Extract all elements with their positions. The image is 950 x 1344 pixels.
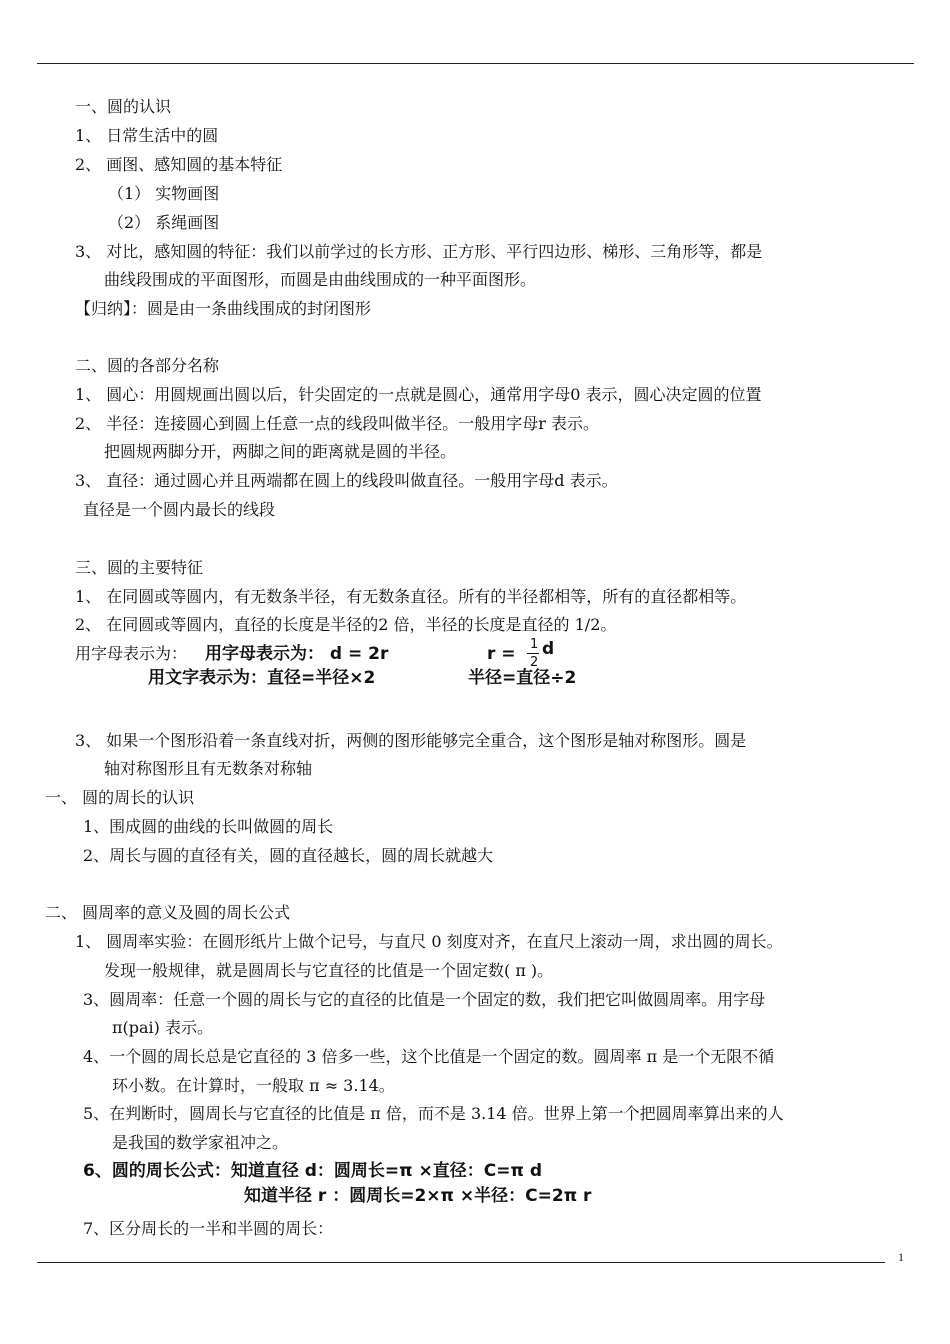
s5-item-4-line1: 4、一个圆的周长总是它直径的 3 倍多一些，这个比值是一个固定的数。圆周率 π 是一个无限不循 <box>83 1047 775 1066</box>
s4-item-2: 2、周长与圆的直径有关，圆的直径越长，圆的周长就越大 <box>83 846 494 865</box>
s1-item-2a: （1） 实物画图 <box>108 184 220 203</box>
s5-item-7: 7、区分周长的一半和半圆的周长： <box>83 1219 334 1238</box>
s3-letters-formula: 用字母表示为： d = 2r <box>205 644 389 664</box>
s1-item-1: 1、 日常生活中的圆 <box>75 126 219 145</box>
s5-item-6-line1: 6、圆的周长公式：知道直径 d：圆周长=π ×直径：C=π d <box>83 1161 543 1181</box>
s1-summary: 【归纳】：圆是由一条曲线围成的封闭图形 <box>75 299 372 318</box>
s3-fraction-bar <box>527 653 539 654</box>
s3-item-2: 2、 在同圆或等圆内，直径的长度是半径的2 倍，半径的长度是直径的 1/2。 <box>75 615 617 634</box>
s5-item-3-line1: 3、圆周率：任意一个圆的周长与它的直径的比值是一个固定的数，我们把它叫做圆周率。用字母 <box>83 990 766 1009</box>
s3-letters-label: 用字母表示为： <box>75 644 188 663</box>
s2-item-3: 3、 直径：通过圆心并且两端都在圆上的线段叫做直径。一般用字母d 表示。 <box>75 471 618 490</box>
s5-item-5-line2: 是我国的数学家祖冲之。 <box>112 1133 289 1152</box>
s5-item-6-line2: 知道半径 r ：圆周长=2×π ×半径：C=2π r <box>244 1186 592 1206</box>
section-3-title: 三、圆的主要特征 <box>75 558 204 577</box>
section-5-title: 二、 圆周率的意义及圆的周长公式 <box>45 903 291 922</box>
s3-fraction-numerator: 1 <box>530 637 539 652</box>
s1-item-2b: （2） 系绳画图 <box>108 213 220 232</box>
s2-item-3-note: 直径是一个圆内最长的线段 <box>83 500 276 519</box>
s5-item-3-line2: π(pai) 表示。 <box>112 1018 213 1037</box>
top-rule <box>37 63 914 64</box>
s3-item-3-line2: 轴对称图形且有无数条对称轴 <box>104 759 313 778</box>
s1-item-3-line1: 3、 对比，感知圆的特征：我们以前学过的长方形、正方形、平行四边形、梯形、三角形等，都是 <box>75 242 763 261</box>
s3-item-1: 1、 在同圆或等圆内，有无数条半径，有无数条直径。所有的半径都相等，所有的直径都相等。 <box>75 587 747 606</box>
s5-item-1-line1: 1、 圆周率实验：在圆形纸片上做个记号，与直尺 0 刻度对齐，在直尺上滚动一周，求出圆的周长。 <box>75 932 783 951</box>
s4-item-1: 1、围成圆的曲线的长叫做圆的周长 <box>83 817 334 836</box>
bottom-rule <box>37 1262 885 1263</box>
s5-item-5-line1: 5、在判断时，圆周长与它直径的比值是 π 倍，而不是 3.14 倍。世界上第一个把圆周率算出来的人 <box>83 1104 784 1123</box>
section-2-title: 二、圆的各部分名称 <box>75 356 220 375</box>
s3-words-formula-2: 半径=直径÷2 <box>468 668 577 688</box>
s2-item-2: 2、 半径：连接圆心到圆上任意一点的线段叫做半径。一般用字母r 表示。 <box>75 414 600 433</box>
s2-item-1: 1、 圆心：用圆规画出圆以后，针尖固定的一点就是圆心，通常用字母0 表示，圆心决定圆的位置 <box>75 385 762 404</box>
s5-item-4-line2: 环小数。在计算时，一般取 π ≈ 3.14。 <box>112 1076 395 1095</box>
section-1-title: 一、圆的认识 <box>75 97 172 116</box>
s3-r-formula-right: d <box>542 639 555 659</box>
s3-words-formula: 用文字表示为：直径=半径×2 <box>148 668 376 688</box>
s2-item-2-note: 把圆规两脚分开，两脚之间的距离就是圆的半径。 <box>104 442 457 461</box>
section-4-title: 一、 圆的周长的认识 <box>45 788 195 807</box>
s5-item-1-line2: 发现一般规律，就是圆周长与它直径的比值是一个固定数( π )。 <box>104 961 554 980</box>
s1-item-3-line2: 曲线段围成的平面图形，而圆是由曲线围成的一种平面图形。 <box>104 270 537 289</box>
s3-fraction-denominator: 2 <box>530 655 539 670</box>
page-number: 1 <box>898 1250 904 1264</box>
s1-item-2: 2、 画图、感知圆的基本特征 <box>75 155 283 174</box>
s3-item-3-line1: 3、 如果一个图形沿着一条直线对折，两侧的图形能够完全重合，这个图形是轴对称图形。圆是 <box>75 731 747 750</box>
s3-r-formula-left: r = <box>487 644 516 664</box>
